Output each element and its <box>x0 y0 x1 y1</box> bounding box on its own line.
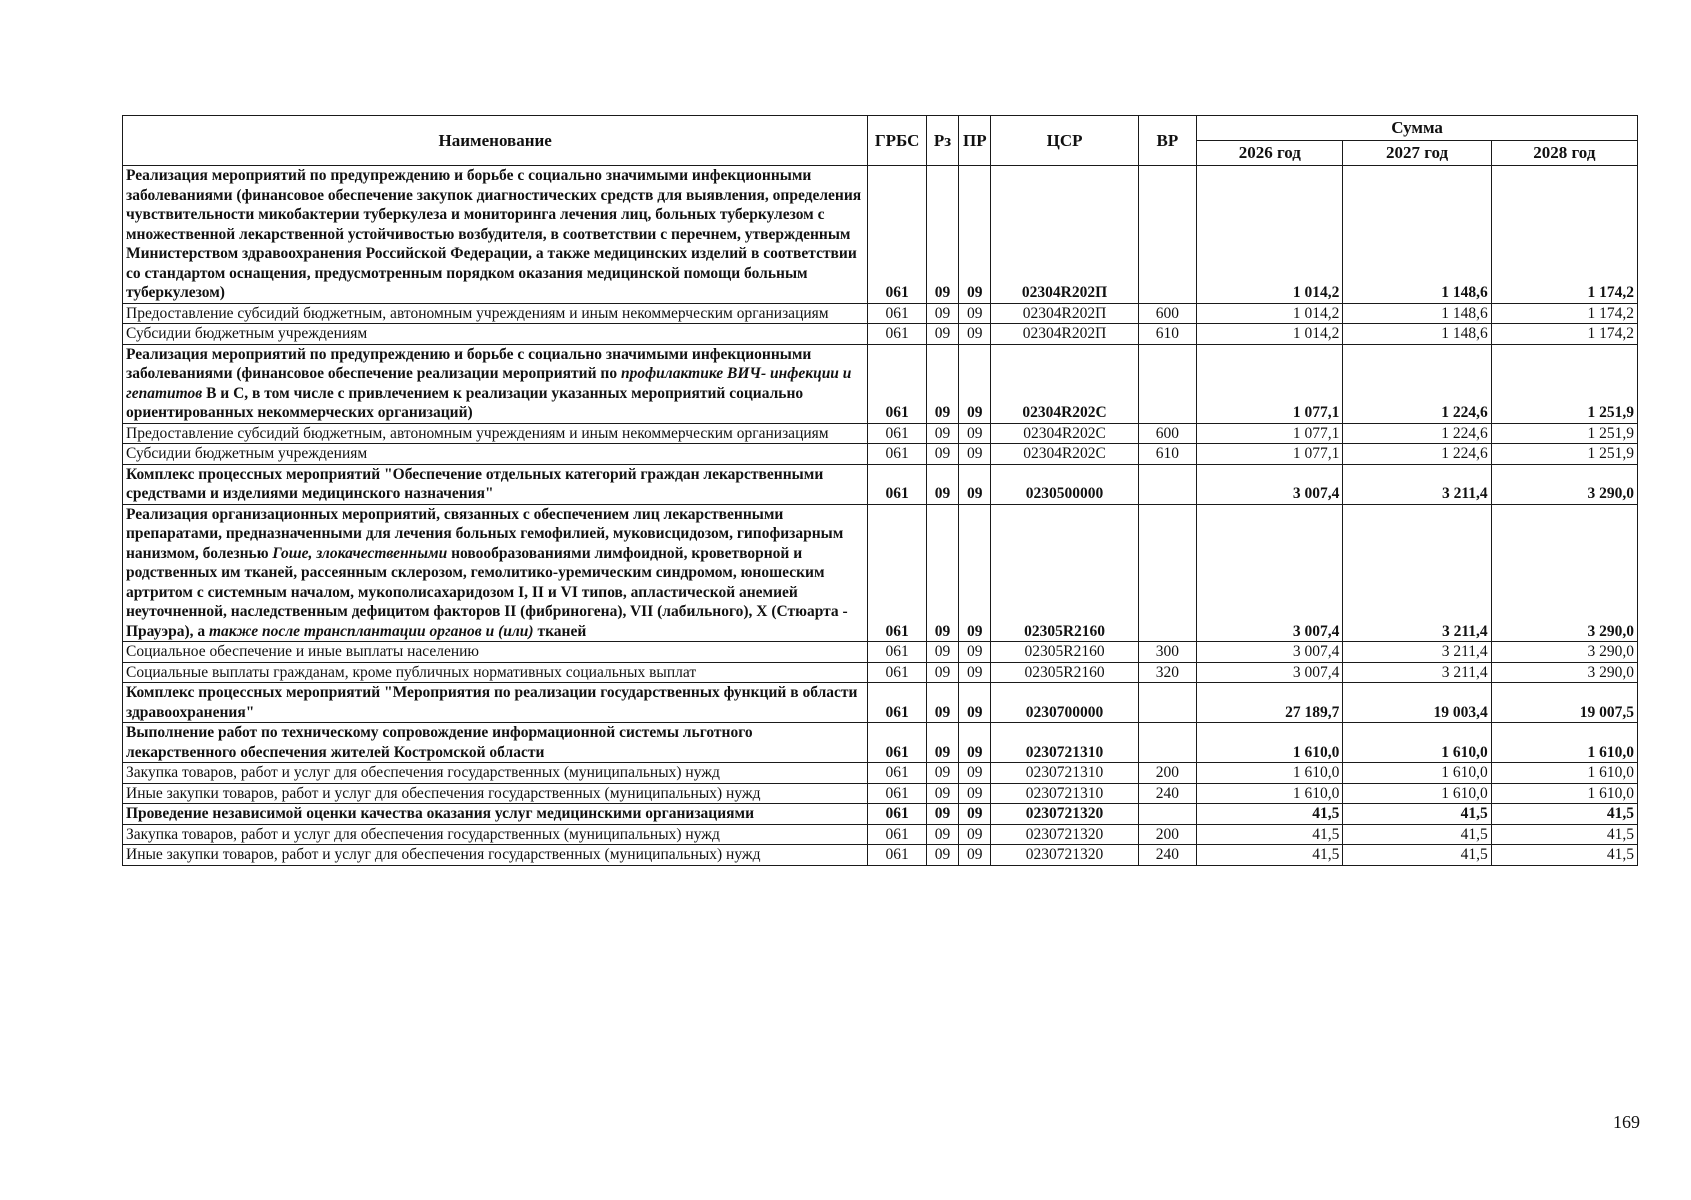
table-row <box>123 423 1638 444</box>
cell-pr: 09 <box>959 804 991 825</box>
cell-pr: 09 <box>959 344 991 423</box>
cell-sum-2028: 41,5 <box>1491 845 1637 866</box>
cell-sum-2028: 3 290,0 <box>1491 642 1637 663</box>
cell-vr: 200 <box>1138 763 1197 784</box>
cell-grbs: 061 <box>868 642 927 663</box>
cell-grbs: 061 <box>868 845 927 866</box>
name-fragment: новообразованиями лимфоидной, кроветворной и родственных им тканей, рассеянным склерозом, гемолитико-уремическим синдромом, юношеским артритом с системным началом, мукополисахаридозом I, II и VI типов, апластической анемией неуточненной, наследственным дефицитом факторов II (фибриногена), VII (лабильного), X (Стюарта - Прауэра), а <box>126 544 848 640</box>
header-rz: Рз <box>926 116 958 166</box>
cell-csr: 02304R202С <box>991 444 1138 465</box>
cell-name <box>123 845 868 866</box>
cell-sum-2028: 1 174,2 <box>1491 324 1637 345</box>
cell-name <box>123 423 868 444</box>
cell-sum-2027: 3 211,4 <box>1343 504 1491 642</box>
cell-name <box>123 464 868 504</box>
table-row <box>123 824 1638 845</box>
cell-sum-2026: 1 610,0 <box>1197 763 1343 784</box>
cell-name <box>123 444 868 465</box>
table-row <box>123 444 1638 465</box>
table-row <box>123 464 1638 504</box>
budget-table <box>122 115 1638 866</box>
cell-vr: 300 <box>1138 642 1197 663</box>
cell-csr: 0230721310 <box>991 763 1138 784</box>
cell-sum-2028: 1 251,9 <box>1491 444 1637 465</box>
cell-name <box>123 303 868 324</box>
cell-vr: 240 <box>1138 783 1197 804</box>
name-fragment: В и С, в том числе с привлечением к реализации указанных мероприятий социально ориентированных некоммерческих организаций) <box>126 384 804 421</box>
cell-rz: 09 <box>926 464 958 504</box>
cell-sum-2026: 1 014,2 <box>1197 324 1343 345</box>
cell-sum-2027: 3 211,4 <box>1343 464 1491 504</box>
cell-rz: 09 <box>926 504 958 642</box>
cell-sum-2026: 1 077,1 <box>1197 444 1343 465</box>
table-row <box>123 723 1638 763</box>
cell-grbs: 061 <box>868 344 927 423</box>
cell-vr <box>1138 166 1197 304</box>
cell-csr: 02305R2160 <box>991 662 1138 683</box>
cell-name <box>123 763 868 784</box>
table-row <box>123 642 1638 663</box>
cell-name <box>123 783 868 804</box>
cell-pr: 09 <box>959 324 991 345</box>
cell-sum-2026: 3 007,4 <box>1197 464 1343 504</box>
cell-pr: 09 <box>959 423 991 444</box>
name-fragment: Комплекс процессных мероприятий "Обеспечение отдельных категорий граждан лекарственными средствами и изделиями медицинского назначения" <box>126 465 824 502</box>
cell-pr: 09 <box>959 763 991 784</box>
cell-pr: 09 <box>959 783 991 804</box>
cell-sum-2028: 41,5 <box>1491 804 1637 825</box>
table-header <box>123 116 1638 166</box>
cell-sum-2027: 41,5 <box>1343 845 1491 866</box>
cell-sum-2026: 1 610,0 <box>1197 783 1343 804</box>
cell-sum-2028: 1 251,9 <box>1491 344 1637 423</box>
cell-vr <box>1138 464 1197 504</box>
cell-sum-2028: 1 251,9 <box>1491 423 1637 444</box>
name-fragment: Субсидии бюджетным учреждениям <box>126 325 368 342</box>
cell-rz: 09 <box>926 166 958 304</box>
cell-grbs: 061 <box>868 444 927 465</box>
cell-csr: 0230721310 <box>991 783 1138 804</box>
name-fragment: профилактике ВИЧ- инфекции и гепатитов <box>126 365 852 402</box>
cell-sum-2028: 3 290,0 <box>1491 662 1637 683</box>
table-row <box>123 324 1638 345</box>
cell-sum-2026: 3 007,4 <box>1197 662 1343 683</box>
cell-vr: 610 <box>1138 444 1197 465</box>
cell-sum-2026: 1 077,1 <box>1197 423 1343 444</box>
header-name: Наименование <box>123 116 868 166</box>
header-csr: ЦСР <box>991 116 1138 166</box>
cell-sum-2027: 3 211,4 <box>1343 662 1491 683</box>
cell-sum-2027: 3 211,4 <box>1343 642 1491 663</box>
cell-grbs: 061 <box>868 166 927 304</box>
name-fragment: тканей <box>533 622 587 640</box>
cell-rz: 09 <box>926 642 958 663</box>
cell-csr: 0230700000 <box>991 683 1138 723</box>
cell-grbs: 061 <box>868 464 927 504</box>
name-fragment: Гоше, злокачественными <box>272 544 448 562</box>
cell-vr: 610 <box>1138 324 1197 345</box>
cell-sum-2026: 3 007,4 <box>1197 642 1343 663</box>
header-year-2026: 2026 год <box>1197 141 1343 166</box>
cell-sum-2028: 41,5 <box>1491 824 1637 845</box>
cell-sum-2027: 1 148,6 <box>1343 324 1491 345</box>
cell-grbs: 061 <box>868 683 927 723</box>
cell-grbs: 061 <box>868 504 927 642</box>
cell-grbs: 061 <box>868 783 927 804</box>
cell-pr: 09 <box>959 504 991 642</box>
cell-sum-2027: 41,5 <box>1343 824 1491 845</box>
cell-sum-2027: 1 610,0 <box>1343 763 1491 784</box>
name-fragment: Проведение независимой оценки качества оказания услуг медицинскими организациями <box>126 805 755 822</box>
cell-vr: 600 <box>1138 303 1197 324</box>
cell-csr: 02304R202С <box>991 344 1138 423</box>
cell-csr: 0230500000 <box>991 464 1138 504</box>
cell-sum-2026: 1 014,2 <box>1197 303 1343 324</box>
cell-csr: 02304R202С <box>991 423 1138 444</box>
cell-name <box>123 324 868 345</box>
cell-csr: 0230721320 <box>991 824 1138 845</box>
cell-sum-2028: 19 007,5 <box>1491 683 1637 723</box>
table-row <box>123 504 1638 642</box>
cell-sum-2026: 3 007,4 <box>1197 504 1343 642</box>
cell-sum-2026: 1 610,0 <box>1197 723 1343 763</box>
cell-grbs: 061 <box>868 804 927 825</box>
cell-sum-2027: 1 148,6 <box>1343 303 1491 324</box>
name-fragment: Иные закупки товаров, работ и услуг для обеспечения государственных (муниципальных) нужд <box>126 784 761 802</box>
cell-vr <box>1138 683 1197 723</box>
table-row <box>123 845 1638 866</box>
cell-csr: 0230721320 <box>991 845 1138 866</box>
cell-pr: 09 <box>959 723 991 763</box>
cell-name <box>123 166 868 304</box>
header-sum: Сумма <box>1197 116 1638 141</box>
cell-sum-2026: 1 014,2 <box>1197 166 1343 304</box>
header-pr: ПР <box>959 116 991 166</box>
name-fragment: Социальное обеспечение и иные выплаты населению <box>126 643 480 660</box>
cell-rz: 09 <box>926 324 958 345</box>
name-fragment: Реализация мероприятий по предупреждению и борьбе с социально значимыми инфекционными заболеваниями (финансовое обеспечение реализации мероприятий по <box>126 345 812 382</box>
cell-sum-2027: 1 610,0 <box>1343 783 1491 804</box>
cell-pr: 09 <box>959 845 991 866</box>
header-vr: ВР <box>1138 116 1197 166</box>
cell-name <box>123 683 868 723</box>
cell-sum-2026: 1 077,1 <box>1197 344 1343 423</box>
cell-rz: 09 <box>926 723 958 763</box>
name-fragment: Закупка товаров, работ и услуг для обеспечения государственных (муниципальных) нужд <box>126 764 720 781</box>
cell-sum-2027: 1 224,6 <box>1343 444 1491 465</box>
cell-pr: 09 <box>959 444 991 465</box>
cell-sum-2027: 1 224,6 <box>1343 423 1491 444</box>
cell-csr: 02304R202П <box>991 166 1138 304</box>
cell-sum-2027: 1 224,6 <box>1343 344 1491 423</box>
cell-name <box>123 504 868 642</box>
cell-rz: 09 <box>926 683 958 723</box>
table-row <box>123 783 1638 804</box>
cell-pr: 09 <box>959 464 991 504</box>
header-year-2027: 2027 год <box>1343 141 1491 166</box>
name-fragment: Закупка товаров, работ и услуг для обеспечения государственных (муниципальных) нужд <box>126 825 720 843</box>
cell-grbs: 061 <box>868 324 927 345</box>
table-row <box>123 344 1638 423</box>
cell-vr: 240 <box>1138 845 1197 866</box>
cell-sum-2027: 1 610,0 <box>1343 723 1491 763</box>
table-row <box>123 763 1638 784</box>
header-year-2028: 2028 год <box>1491 141 1637 166</box>
cell-grbs: 061 <box>868 662 927 683</box>
cell-vr: 600 <box>1138 423 1197 444</box>
cell-sum-2027: 41,5 <box>1343 804 1491 825</box>
name-fragment: Иные закупки товаров, работ и услуг для обеспечения государственных (муниципальных) нужд <box>126 846 761 863</box>
cell-grbs: 061 <box>868 723 927 763</box>
table-row <box>123 166 1638 304</box>
cell-name <box>123 723 868 763</box>
cell-rz: 09 <box>926 662 958 683</box>
cell-name <box>123 824 868 845</box>
name-fragment: Социальные выплаты гражданам, кроме публичных нормативных социальных выплат <box>126 663 697 681</box>
cell-sum-2026: 41,5 <box>1197 845 1343 866</box>
cell-rz: 09 <box>926 783 958 804</box>
cell-sum-2026: 27 189,7 <box>1197 683 1343 723</box>
cell-rz: 09 <box>926 804 958 825</box>
name-fragment: Выполнение работ по техническому сопровождение информационной системы льготного лекарственного обеспечения жителей Костромской области <box>126 724 753 761</box>
name-fragment: Комплекс процессных мероприятий "Мероприятия по реализации государственных функций в области здравоохранения" <box>126 684 858 721</box>
cell-sum-2028: 1 610,0 <box>1491 783 1637 804</box>
cell-vr: 320 <box>1138 662 1197 683</box>
cell-name <box>123 662 868 683</box>
cell-csr: 0230721320 <box>991 804 1138 825</box>
name-fragment: Предоставление субсидий бюджетным, автономным учреждениям и иным некоммерческим организациям <box>126 304 829 322</box>
cell-csr: 02305R2160 <box>991 504 1138 642</box>
cell-csr: 02305R2160 <box>991 642 1138 663</box>
cell-pr: 09 <box>959 166 991 304</box>
cell-sum-2028: 3 290,0 <box>1491 464 1637 504</box>
cell-csr: 02304R202П <box>991 324 1138 345</box>
cell-sum-2026: 41,5 <box>1197 804 1343 825</box>
header-grbs: ГРБС <box>868 116 927 166</box>
cell-grbs: 061 <box>868 824 927 845</box>
cell-sum-2028: 1 174,2 <box>1491 303 1637 324</box>
table-row <box>123 303 1638 324</box>
cell-name <box>123 642 868 663</box>
cell-pr: 09 <box>959 303 991 324</box>
table-body <box>123 166 1638 866</box>
cell-sum-2027: 1 148,6 <box>1343 166 1491 304</box>
cell-sum-2028: 1 610,0 <box>1491 723 1637 763</box>
cell-vr <box>1138 344 1197 423</box>
name-fragment: Субсидии бюджетным учреждениям <box>126 445 368 462</box>
cell-rz: 09 <box>926 845 958 866</box>
table-row <box>123 683 1638 723</box>
name-fragment: Реализация мероприятий по предупреждению и борьбе с социально значимыми инфекционными заболеваниями (финансовое обеспечение закупок диагностических средств для выявления, определения чувствительности микобактерии туберкулеза и мониторинга лечения лиц, больных туберкулезом с множественной лекарственной устойчивостью возбудителя, в соответствии с перечнем, утвержденным Министерством здравоохранения Российской Федерации, а также медицинских изделий в соответствии со стандартом оснащения, предусмотренным порядком оказания медицинской помощи больным туберкулезом) <box>126 167 862 301</box>
page-number: 169 <box>1613 1112 1640 1132</box>
cell-rz: 09 <box>926 763 958 784</box>
cell-pr: 09 <box>959 683 991 723</box>
table-row <box>123 662 1638 683</box>
cell-sum-2028: 3 290,0 <box>1491 504 1637 642</box>
cell-rz: 09 <box>926 303 958 324</box>
cell-vr: 200 <box>1138 824 1197 845</box>
cell-rz: 09 <box>926 423 958 444</box>
cell-name <box>123 804 868 825</box>
cell-pr: 09 <box>959 662 991 683</box>
cell-vr <box>1138 804 1197 825</box>
name-fragment: Предоставление субсидий бюджетным, автономным учреждениям и иным некоммерческим организациям <box>126 424 829 442</box>
cell-vr <box>1138 723 1197 763</box>
cell-rz: 09 <box>926 444 958 465</box>
cell-sum-2027: 19 003,4 <box>1343 683 1491 723</box>
cell-rz: 09 <box>926 824 958 845</box>
cell-csr: 0230721310 <box>991 723 1138 763</box>
cell-name <box>123 344 868 423</box>
cell-pr: 09 <box>959 642 991 663</box>
table-row <box>123 804 1638 825</box>
name-fragment: также после трансплантации органов и (или) <box>209 622 534 640</box>
cell-pr: 09 <box>959 824 991 845</box>
cell-grbs: 061 <box>868 763 927 784</box>
cell-sum-2028: 1 610,0 <box>1491 763 1637 784</box>
cell-rz: 09 <box>926 344 958 423</box>
cell-sum-2026: 41,5 <box>1197 824 1343 845</box>
cell-sum-2028: 1 174,2 <box>1491 166 1637 304</box>
cell-grbs: 061 <box>868 423 927 444</box>
cell-grbs: 061 <box>868 303 927 324</box>
cell-vr <box>1138 504 1197 642</box>
cell-csr: 02304R202П <box>991 303 1138 324</box>
name-fragment: Реализация организационных мероприятий, связанных с обеспечением лиц лекарственными препаратами, предназначенными для лечения больных гемофилией, муковисцидозом, гипофизарным нанизмом, болезнью <box>126 505 844 562</box>
